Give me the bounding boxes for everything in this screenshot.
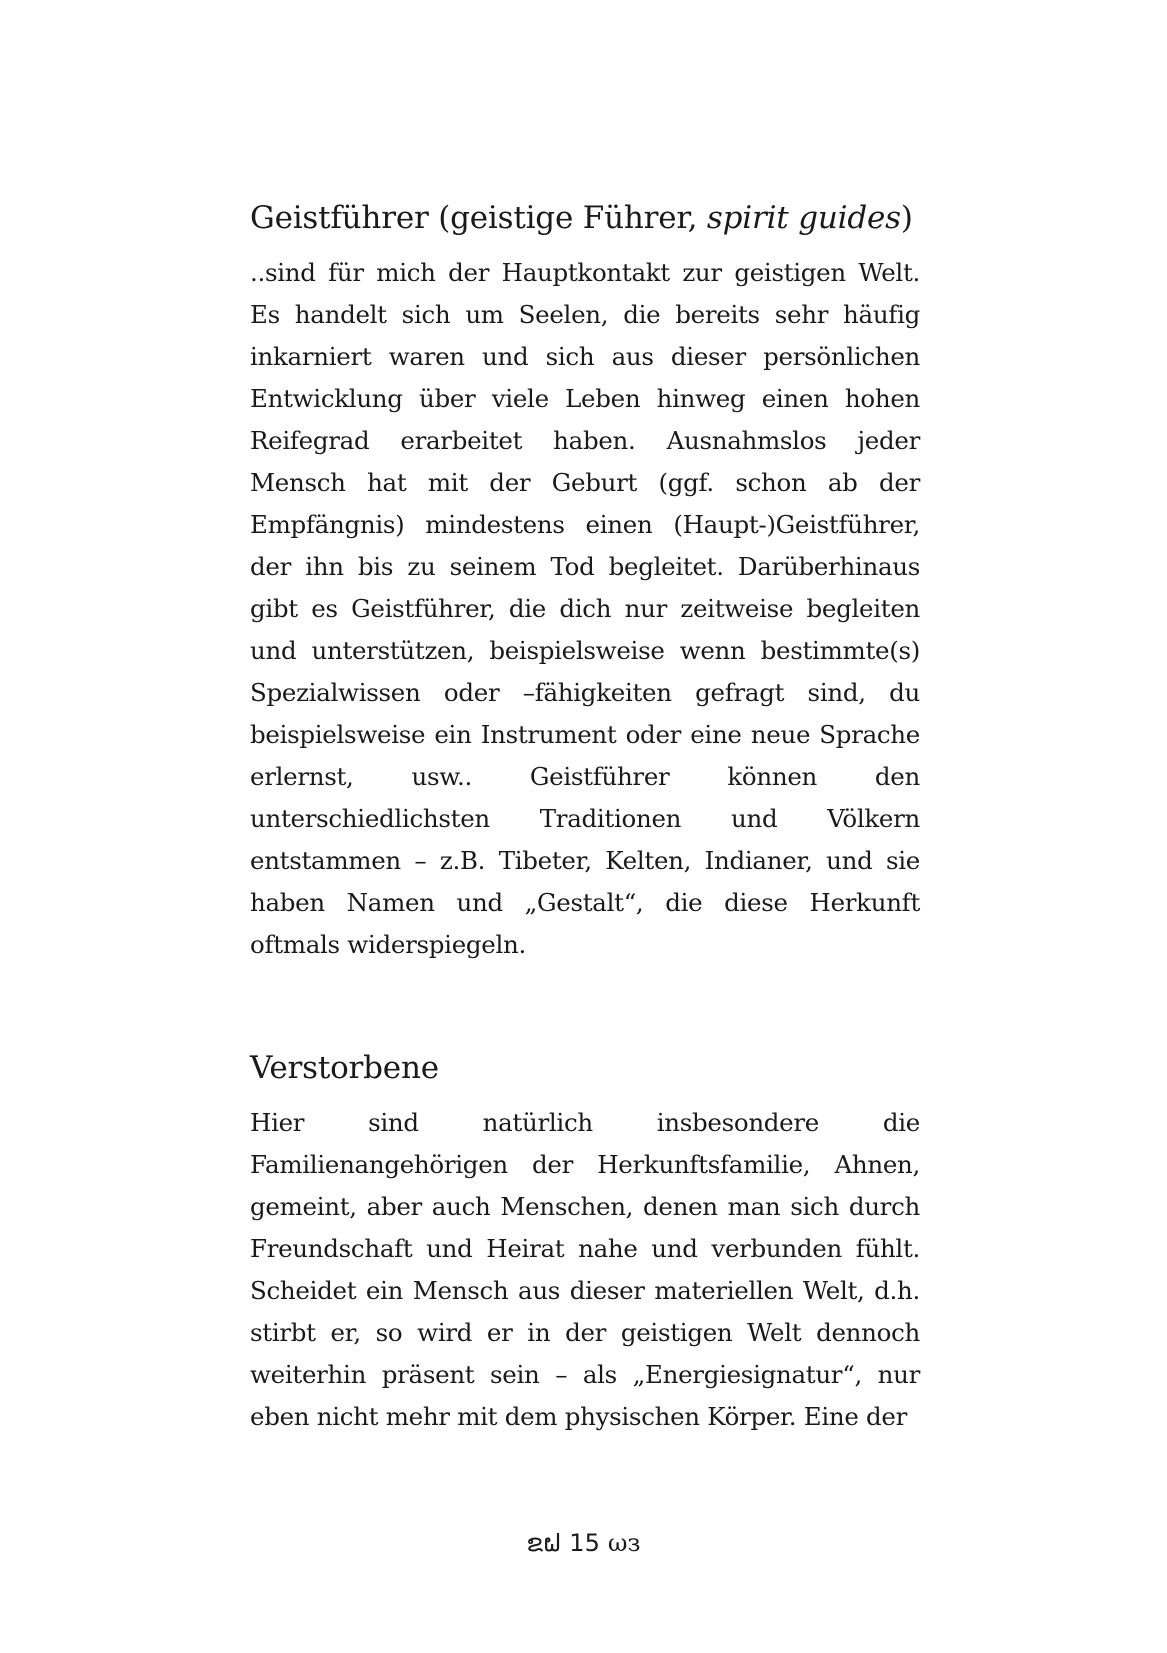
section-spacer xyxy=(250,966,920,1046)
section-heading-geistfuehrer xyxy=(250,196,920,240)
paragraph-verstorbene: Hier sind natürlich insbesondere die Familienangehörigen der Herkunftsfamilie, Ahnen, gemeint, aber auch Menschen, denen man sich durch Freundschaft und Heirat nahe und verbunden fühlt. Scheidet ein Mensch aus dieser materiellen Welt, d.h. stirbt er, so wird er in der geistigen Welt dennoch weiterhin präsent sein – als „Energiesignatur“, nur eben nicht mehr mit dem physischen Körper. Eine der xyxy=(250,1108,920,1431)
page-number: 15 xyxy=(569,1529,600,1557)
section-heading-verstorbene: Verstorbene xyxy=(250,1050,439,1086)
heading-close-paren: ) xyxy=(900,200,913,236)
page-footer xyxy=(0,1526,1167,1560)
heading-text: Geistführer (geistige Führer, xyxy=(250,200,707,236)
paragraph-geistfuehrer: ..sind für mich der Hauptkontakt zur geistigen Welt. Es handelt sich um Seelen, die bereits sehr häufig inkarniert waren und sich aus dieser persönlichen Entwicklung über viele Leben hinweg einen hohen Reifegrad erarbeitet haben. Ausnahmslos jeder Mensch hat mit der Geburt (ggf. schon ab der Empfängnis) mindestens einen (Haupt-)Geistführer, der ihn bis zu seinem Tod begleitet. Darüberhinaus gibt es Geistführer, die dich nur zeitweise begleiten und unterstützen, beispielsweise wenn bestimmte(s) Spezialwissen oder –fähigkeiten gefragt sind, du beispielsweise ein Instrument oder eine neue Sprache erlernst, usw.. Geistführer können den unterschiedlichsten Traditionen und Völkern entstammen – z.B. Tibeter, Kelten, Indianer, und sie haben Namen und „Gestalt“, die diese Herkunft oftmals widerspiegeln. xyxy=(250,258,920,959)
ornament-right-icon: ωз xyxy=(607,1529,641,1557)
page-content xyxy=(250,196,920,1438)
heading-italic-text: spirit guides xyxy=(706,200,901,236)
ornament-left-icon: ຂຝ xyxy=(526,1529,562,1557)
